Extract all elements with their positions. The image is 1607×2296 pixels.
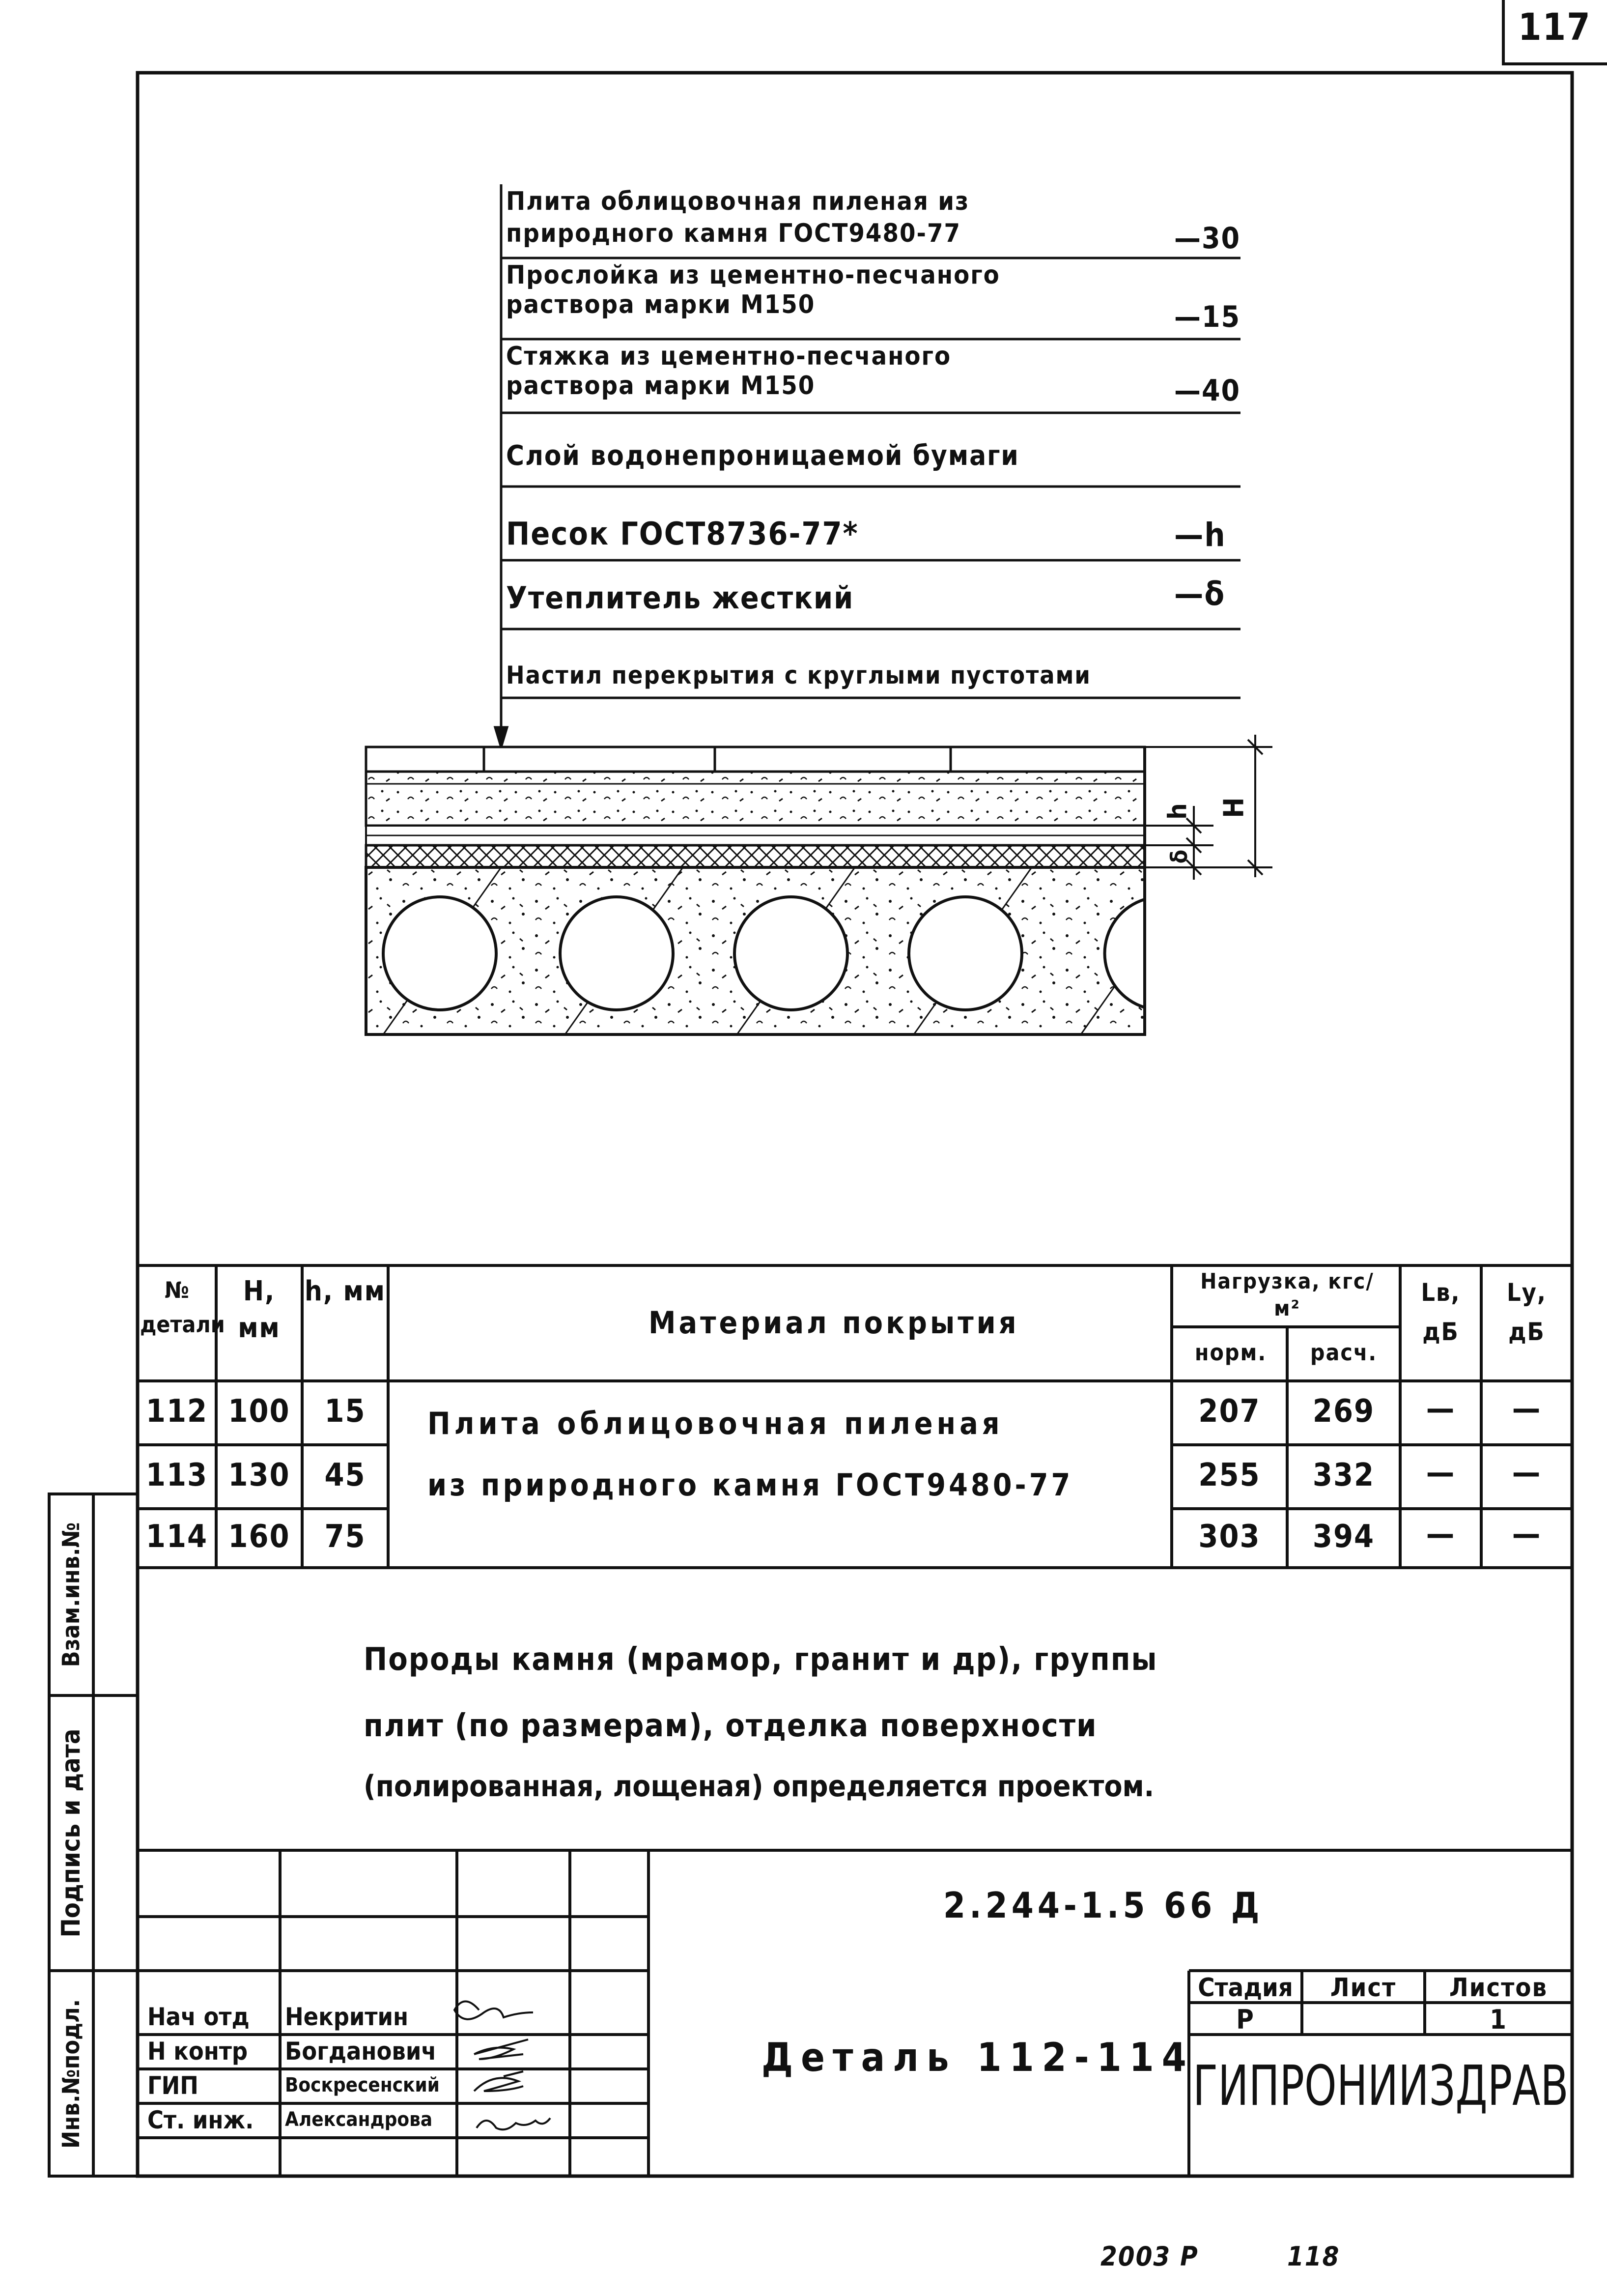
cell-norm: 255	[1198, 1457, 1261, 1493]
cell-lv: —	[1426, 1391, 1456, 1427]
layer-2-line1: Прослойка из цементно-песчаного	[506, 260, 1000, 290]
th-load-norm: норм.	[1194, 1339, 1267, 1366]
cell-calc: 332	[1312, 1457, 1375, 1493]
layer-3-line1: Стяжка из цементно-песчаного	[506, 342, 952, 371]
th-H-text: H, мм	[238, 1275, 281, 1344]
layer-3-thickness: —40	[1174, 373, 1241, 408]
note-line2: плит (по размерам), отделка поверхности	[364, 1708, 1098, 1744]
th-Ly-text: Lу, дБ	[1506, 1278, 1547, 1346]
stage-label: Стадия	[1198, 1973, 1293, 2003]
dim-label-h: h	[1163, 802, 1193, 820]
signature-scribbles	[454, 2002, 550, 2130]
side-stamp-vzam: Взам.инв.№	[57, 1522, 85, 1667]
signature-role: Н контр	[147, 2037, 248, 2066]
cell-ly: —	[1512, 1455, 1542, 1491]
signature-name: Богданович	[285, 2037, 437, 2066]
layer-5-line1: Песок ГОСТ8736-77*	[506, 516, 859, 552]
dim-label-delta: δ	[1166, 848, 1193, 864]
cell-no: 114	[145, 1519, 208, 1555]
th-Lv-text: Lв, дБ	[1421, 1278, 1461, 1346]
th-load-calc: расч.	[1310, 1339, 1378, 1366]
cell-no: 113	[145, 1457, 208, 1493]
cell-H: 130	[228, 1457, 290, 1493]
cell-ly: —	[1512, 1391, 1542, 1427]
layer-1-line2: природного камня ГОСТ9480-77	[506, 219, 961, 248]
cell-h: 45	[324, 1457, 366, 1493]
layer-4-line1: Слой водонепроницаемой бумаги	[506, 440, 1019, 472]
signature-role: Нач отд	[147, 2003, 250, 2031]
drawing-title: Деталь 112-114	[761, 2035, 1194, 2080]
th-H	[219, 1273, 300, 1347]
layer-7-line1: Настил перекрытия с круглыми пустотами	[506, 661, 1091, 689]
layer-6-thickness: —δ	[1174, 575, 1226, 613]
organization-name: ГИПРОНИИЗДРАВ	[1193, 2054, 1569, 2118]
cell-h: 75	[324, 1519, 366, 1555]
sheets-label: Листов	[1449, 1973, 1548, 2003]
layer-5-thickness: —h	[1174, 516, 1226, 554]
cell-H: 100	[228, 1393, 290, 1430]
dim-label-H: H	[1218, 796, 1250, 818]
signature-role: Ст. инж.	[147, 2106, 254, 2134]
sheets-value: 1	[1490, 2004, 1507, 2035]
cell-lv: —	[1426, 1516, 1456, 1552]
th-h-text: h, мм	[305, 1275, 386, 1307]
layer-3-line2: раствора марки М150	[506, 371, 816, 401]
footer-right: 118	[1287, 2241, 1340, 2272]
signature-role: ГИП	[147, 2071, 198, 2100]
cell-lv: —	[1426, 1455, 1456, 1491]
floor-section-drawing	[366, 747, 1145, 1034]
sheet-number: 117	[1518, 5, 1591, 49]
material-line2: из природного камня ГОСТ9480-77	[427, 1467, 1073, 1503]
footer-left: 2003 Р	[1100, 2241, 1199, 2272]
layer-1-line1: Плита облицовочная пиленая из	[506, 187, 970, 216]
layer-1-thickness: —30	[1174, 221, 1241, 256]
note-line1: Породы камня (мрамор, гранит и др), группы	[364, 1641, 1158, 1678]
cell-calc: 269	[1312, 1393, 1375, 1430]
cell-h: 15	[324, 1393, 366, 1430]
side-stamp-inv: Инв.№подл.	[57, 1999, 85, 2149]
cell-norm: 207	[1198, 1393, 1261, 1430]
side-stamp-sign-date: Подпись и дата	[56, 1728, 86, 1938]
cell-H: 160	[228, 1519, 290, 1555]
signature-name: Александрова	[285, 2108, 433, 2131]
note-line3: (полированная, лощеная) определяется проектом.	[364, 1769, 1155, 1804]
cell-calc: 394	[1312, 1519, 1375, 1555]
th-Lv	[1403, 1273, 1479, 1351]
th-Ly	[1484, 1273, 1570, 1351]
stage-value: Р	[1236, 2004, 1255, 2035]
signature-name: Воскресенский	[285, 2074, 440, 2096]
main-frame	[138, 73, 1572, 2176]
layer-2-thickness: —15	[1174, 300, 1241, 334]
sheet-label: Лист	[1330, 1973, 1397, 2003]
signature-name: Некритин	[285, 2003, 409, 2031]
material-line1: Плита облицовочная пиленая	[427, 1406, 1004, 1441]
layer-2-line2: раствора марки М150	[506, 290, 816, 319]
cell-ly: —	[1512, 1516, 1542, 1552]
layer-6-line1: Утеплитель жесткий	[506, 580, 854, 616]
th-detail-no	[140, 1273, 225, 1342]
cell-norm: 303	[1198, 1519, 1261, 1555]
cell-no: 112	[145, 1393, 208, 1430]
th-h	[305, 1273, 386, 1310]
th-material: Материал покрытия	[648, 1305, 1019, 1341]
th-detail-no-text: № детали	[140, 1277, 225, 1338]
th-load-text: Нагрузка, кгс/м²	[1200, 1269, 1374, 1321]
document-code: 2.244-1.5 66 Д	[943, 1885, 1264, 1926]
th-load	[1177, 1268, 1398, 1322]
